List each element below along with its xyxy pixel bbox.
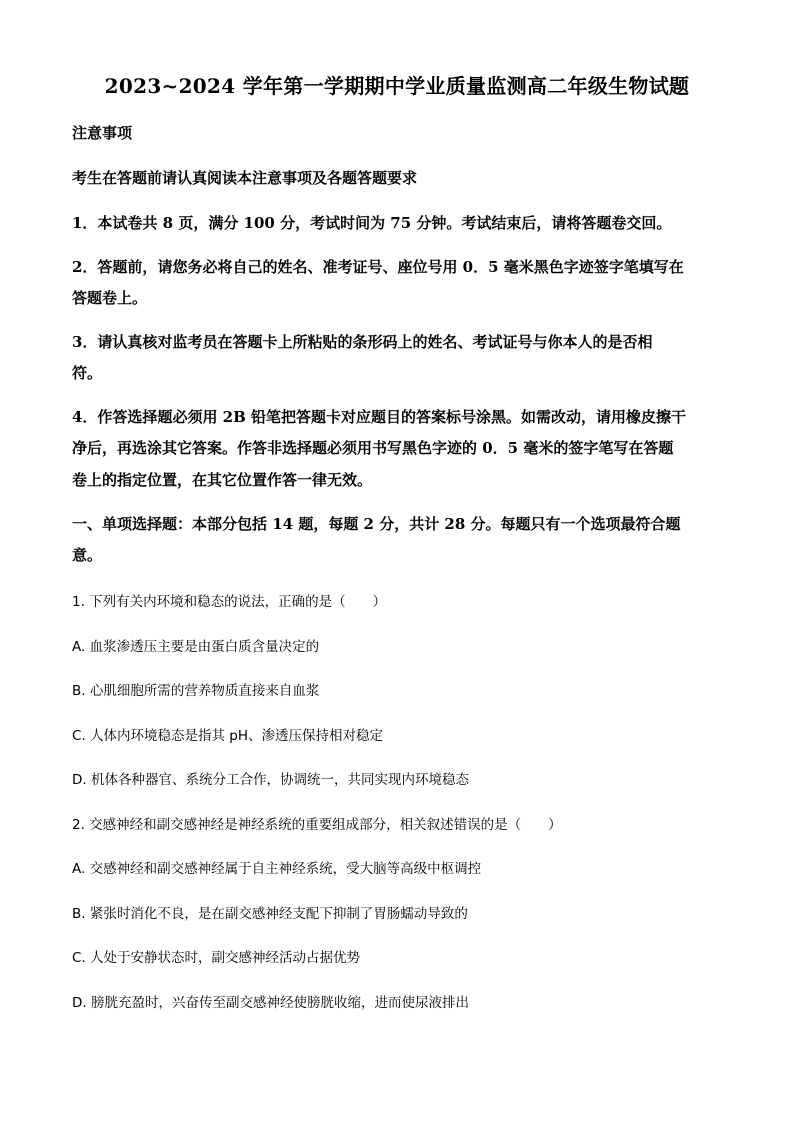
notice-item-3-line-2: 符。 bbox=[72, 364, 103, 382]
page-title: 2023~2024 学年第一学期期中学业质量监测高二年级生物试题 bbox=[104, 74, 690, 98]
question-1-option-b: B. 心肌细胞所需的营养物质直接来自血浆 bbox=[72, 683, 320, 699]
question-2-stem: 2. 交感神经和副交感神经是神经系统的重要组成部分，相关叙述错误的是（ ） bbox=[72, 817, 562, 833]
notice-item-3-line-1: 3．请认真核对监考员在答题卡上所粘贴的条形码上的姓名、考试证号与你本人的是否相 bbox=[72, 333, 653, 351]
notice-item-4-line-1: 4．作答选择题必须用 2B 铅笔把答题卡对应题目的答案标号涂黑。如需改动，请用橡皮擦干 bbox=[72, 408, 687, 426]
question-1-option-a: A. 血浆渗透压主要是由蛋白质含量决定的 bbox=[72, 639, 320, 655]
question-1-option-c: C. 人体内环境稳态是指其 pH、渗透压保持相对稳定 bbox=[72, 728, 384, 744]
question-2-option-c: C. 人处于安静状态时，副交感神经活动占据优势 bbox=[72, 950, 361, 966]
notice-intro: 考生在答题前请认真阅读本注意事项及各题答题要求 bbox=[72, 169, 418, 187]
notice-item-4-line-3: 卷上的指定位置，在其它位置作答一律无效。 bbox=[72, 471, 373, 489]
question-2-option-a: A. 交感神经和副交感神经属于自主神经系统，受大脑等高级中枢调控 bbox=[72, 861, 482, 877]
question-1-stem: 1. 下列有关内环境和稳态的说法，正确的是（ ） bbox=[72, 594, 387, 610]
notice-heading: 注意事项 bbox=[72, 124, 133, 142]
section-heading-line-2: 意。 bbox=[72, 546, 103, 564]
question-1-option-d: D. 机体各种器官、系统分工合作，协调统一，共同实现内环境稳态 bbox=[72, 772, 469, 788]
question-2-option-d: D. 膀胱充盈时，兴奋传至副交感神经使膀胱收缩，进而使尿液排出 bbox=[72, 995, 469, 1011]
notice-item-4-line-2: 净后，再选涂其它答案。作答非选择题必须用书写黑色字迹的 0．5 毫米的签字笔写在答题 bbox=[72, 439, 674, 457]
notice-item-2-line-1: 2．答题前，请您务必将自己的姓名、准考证号、座位号用 0．5 毫米黑色字迹签字笔填写在 bbox=[72, 258, 684, 276]
question-2-option-b: B. 紧张时消化不良，是在副交感神经支配下抑制了胃肠蠕动导致的 bbox=[72, 906, 468, 922]
notice-item-2-line-2: 答题卷上。 bbox=[72, 289, 148, 307]
section-heading-line-1: 一、单项选择题：本部分包括 14 题，每题 2 分，共计 28 分。每题只有一个选项最符合题 bbox=[72, 515, 681, 533]
notice-item-1: 1．本试卷共 8 页，满分 100 分，考试时间为 75 分钟。考试结束后，请将答题卷交回。 bbox=[72, 214, 672, 232]
